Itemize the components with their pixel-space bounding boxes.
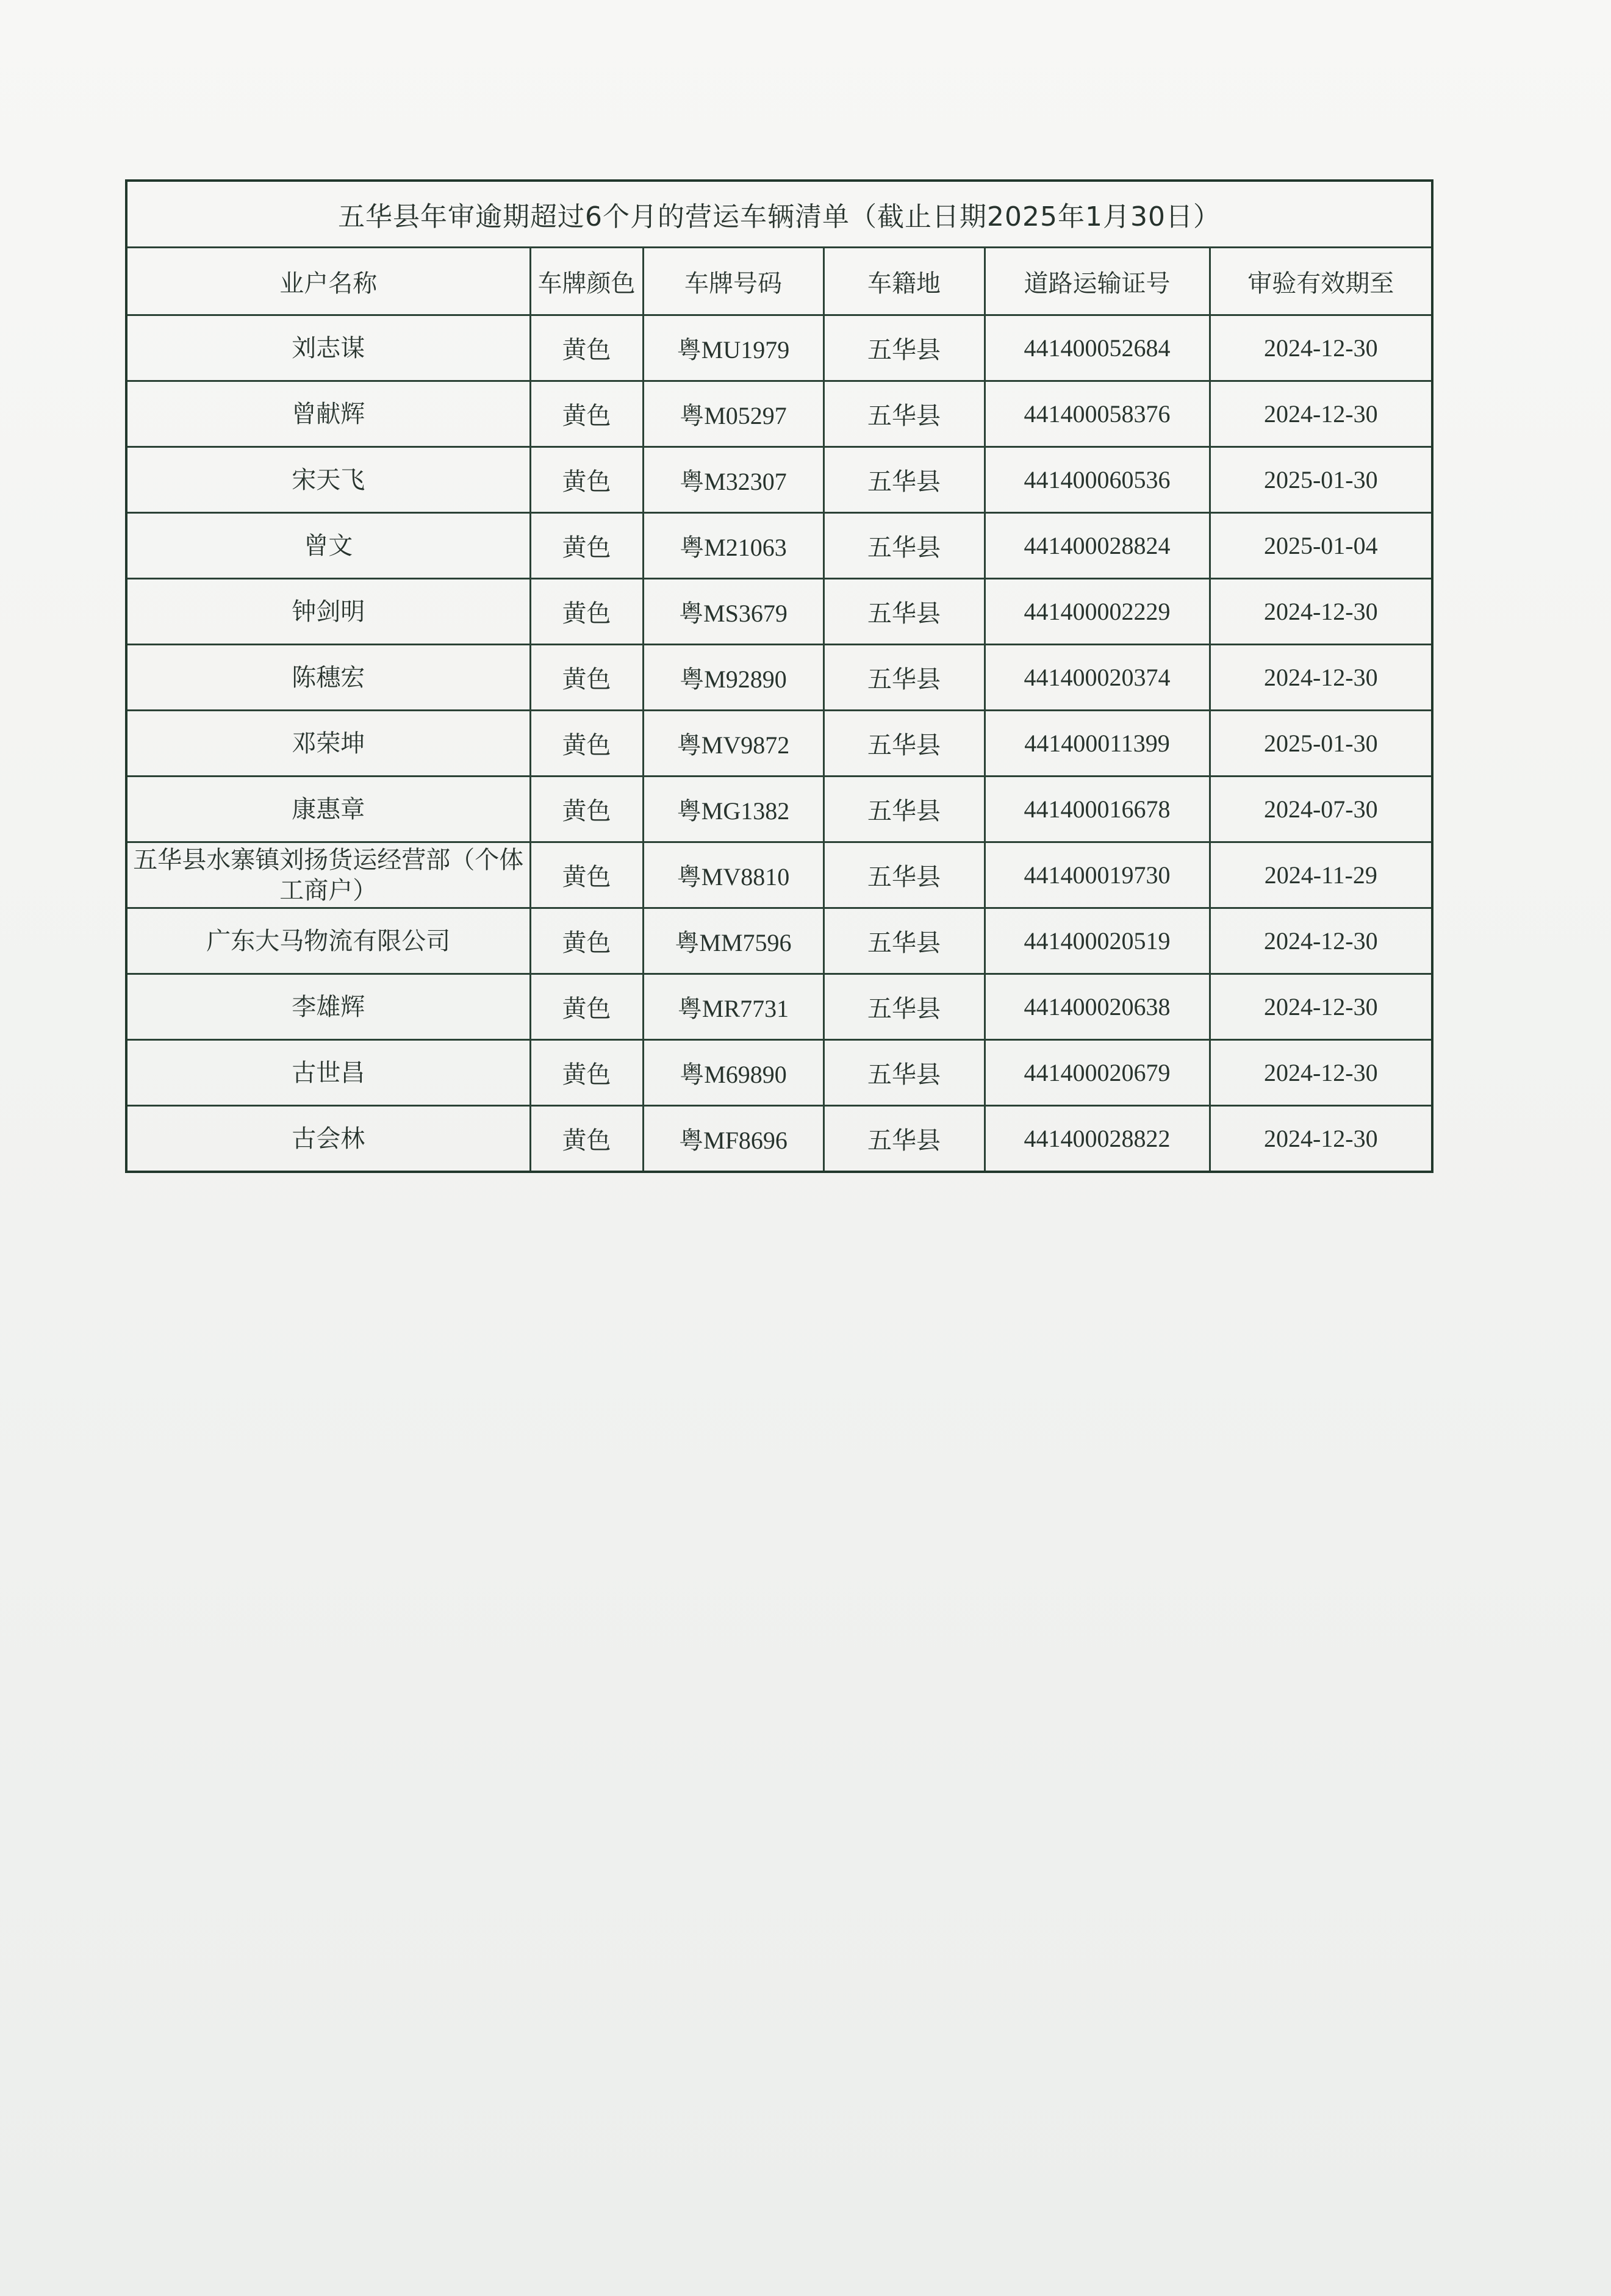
plate-number-cell: 粤M92890 <box>643 645 823 711</box>
valid-until-cell: 2024-12-30 <box>1210 908 1432 974</box>
valid-until-cell: 2024-12-30 <box>1210 645 1432 711</box>
registry-cell: 五华县 <box>823 645 985 711</box>
valid-until-cell: 2024-07-30 <box>1210 777 1432 842</box>
valid-until-cell: 2024-12-30 <box>1210 974 1432 1040</box>
registry-cell: 五华县 <box>823 974 985 1040</box>
plate-color-cell: 黄色 <box>530 777 643 842</box>
vehicle-list-table <box>125 179 1433 1173</box>
table-row <box>126 315 1432 381</box>
table-row <box>126 513 1432 579</box>
plate-color-cell: 黄色 <box>530 315 643 381</box>
table-row <box>126 1106 1432 1172</box>
transport-cert-cell: 441400011399 <box>985 711 1210 777</box>
transport-cert-cell: 441400002229 <box>985 579 1210 645</box>
valid-until-cell: 2025-01-04 <box>1210 513 1432 579</box>
transport-cert-cell: 441400060536 <box>985 447 1210 513</box>
owner-cell: 康惠章 <box>126 777 530 842</box>
registry-cell: 五华县 <box>823 908 985 974</box>
plate-number-cell: 粤M32307 <box>643 447 823 513</box>
owner-cell: 陈穗宏 <box>126 645 530 711</box>
owner-cell: 宋天飞 <box>126 447 530 513</box>
transport-cert-cell: 441400020679 <box>985 1040 1210 1106</box>
table-row <box>126 711 1432 777</box>
table-row <box>126 777 1432 842</box>
valid-until-cell: 2024-12-30 <box>1210 315 1432 381</box>
header-row <box>126 248 1432 315</box>
transport-cert-cell: 441400058376 <box>985 381 1210 447</box>
table-row <box>126 579 1432 645</box>
valid-until-cell: 2025-01-30 <box>1210 711 1432 777</box>
table-row <box>126 974 1432 1040</box>
owner-cell: 广东大马物流有限公司 <box>126 908 530 974</box>
table-row <box>126 645 1432 711</box>
valid-until-cell: 2024-11-29 <box>1210 842 1432 908</box>
plate-color-cell: 黄色 <box>530 1106 643 1172</box>
owner-cell: 古世昌 <box>126 1040 530 1106</box>
valid-until-cell: 2024-12-30 <box>1210 381 1432 447</box>
registry-cell: 五华县 <box>823 315 985 381</box>
plate-number-cell: 粤MG1382 <box>643 777 823 842</box>
transport-cert-cell: 441400020519 <box>985 908 1210 974</box>
transport-cert-cell: 441400028822 <box>985 1106 1210 1172</box>
column-header-plate-color: 车牌颜色 <box>530 248 643 315</box>
table-body <box>126 181 1432 1172</box>
owner-cell: 钟剑明 <box>126 579 530 645</box>
owner-cell: 古会林 <box>126 1106 530 1172</box>
table-row <box>126 447 1432 513</box>
table-row <box>126 908 1432 974</box>
column-header-registry: 车籍地 <box>823 248 985 315</box>
plate-color-cell: 黄色 <box>530 908 643 974</box>
owner-cell: 五华县水寨镇刘扬货运经营部（个体工商户） <box>126 842 530 908</box>
registry-cell: 五华县 <box>823 447 985 513</box>
plate-number-cell: 粤MV9872 <box>643 711 823 777</box>
transport-cert-cell: 441400016678 <box>985 777 1210 842</box>
valid-until-cell: 2025-01-30 <box>1210 447 1432 513</box>
registry-cell: 五华县 <box>823 842 985 908</box>
column-header-valid-until: 审验有效期至 <box>1210 248 1432 315</box>
transport-cert-cell: 441400028824 <box>985 513 1210 579</box>
owner-cell: 邓荣坤 <box>126 711 530 777</box>
registry-cell: 五华县 <box>823 1106 985 1172</box>
owner-cell: 曾献辉 <box>126 381 530 447</box>
plate-color-cell: 黄色 <box>530 579 643 645</box>
transport-cert-cell: 441400019730 <box>985 842 1210 908</box>
plate-color-cell: 黄色 <box>530 1040 643 1106</box>
transport-cert-cell: 441400020374 <box>985 645 1210 711</box>
plate-number-cell: 粤MV8810 <box>643 842 823 908</box>
plate-color-cell: 黄色 <box>530 842 643 908</box>
plate-number-cell: 粤MU1979 <box>643 315 823 381</box>
column-header-owner: 业户名称 <box>126 248 530 315</box>
plate-number-cell: 粤MF8696 <box>643 1106 823 1172</box>
plate-color-cell: 黄色 <box>530 381 643 447</box>
transport-cert-cell: 441400052684 <box>985 315 1210 381</box>
owner-cell: 李雄辉 <box>126 974 530 1040</box>
plate-number-cell: 粤MR7731 <box>643 974 823 1040</box>
plate-color-cell: 黄色 <box>530 447 643 513</box>
plate-color-cell: 黄色 <box>530 513 643 579</box>
title-row <box>126 181 1432 248</box>
table-row <box>126 381 1432 447</box>
column-header-plate-number: 车牌号码 <box>643 248 823 315</box>
table-row <box>126 842 1432 908</box>
valid-until-cell: 2024-12-30 <box>1210 579 1432 645</box>
owner-cell: 曾文 <box>126 513 530 579</box>
plate-color-cell: 黄色 <box>530 711 643 777</box>
plate-number-cell: 粤MS3679 <box>643 579 823 645</box>
table-title: 五华县年审逾期超过6个月的营运车辆清单（截止日期2025年1月30日） <box>126 181 1432 248</box>
plate-number-cell: 粤M21063 <box>643 513 823 579</box>
plate-number-cell: 粤MM7596 <box>643 908 823 974</box>
valid-until-cell: 2024-12-30 <box>1210 1106 1432 1172</box>
owner-cell: 刘志谋 <box>126 315 530 381</box>
registry-cell: 五华县 <box>823 711 985 777</box>
registry-cell: 五华县 <box>823 381 985 447</box>
plate-color-cell: 黄色 <box>530 974 643 1040</box>
registry-cell: 五华县 <box>823 513 985 579</box>
transport-cert-cell: 441400020638 <box>985 974 1210 1040</box>
plate-number-cell: 粤M69890 <box>643 1040 823 1106</box>
plate-number-cell: 粤M05297 <box>643 381 823 447</box>
column-header-transport-cert: 道路运输证号 <box>985 248 1210 315</box>
valid-until-cell: 2024-12-30 <box>1210 1040 1432 1106</box>
registry-cell: 五华县 <box>823 1040 985 1106</box>
registry-cell: 五华县 <box>823 777 985 842</box>
registry-cell: 五华县 <box>823 579 985 645</box>
table-row <box>126 1040 1432 1106</box>
plate-color-cell: 黄色 <box>530 645 643 711</box>
